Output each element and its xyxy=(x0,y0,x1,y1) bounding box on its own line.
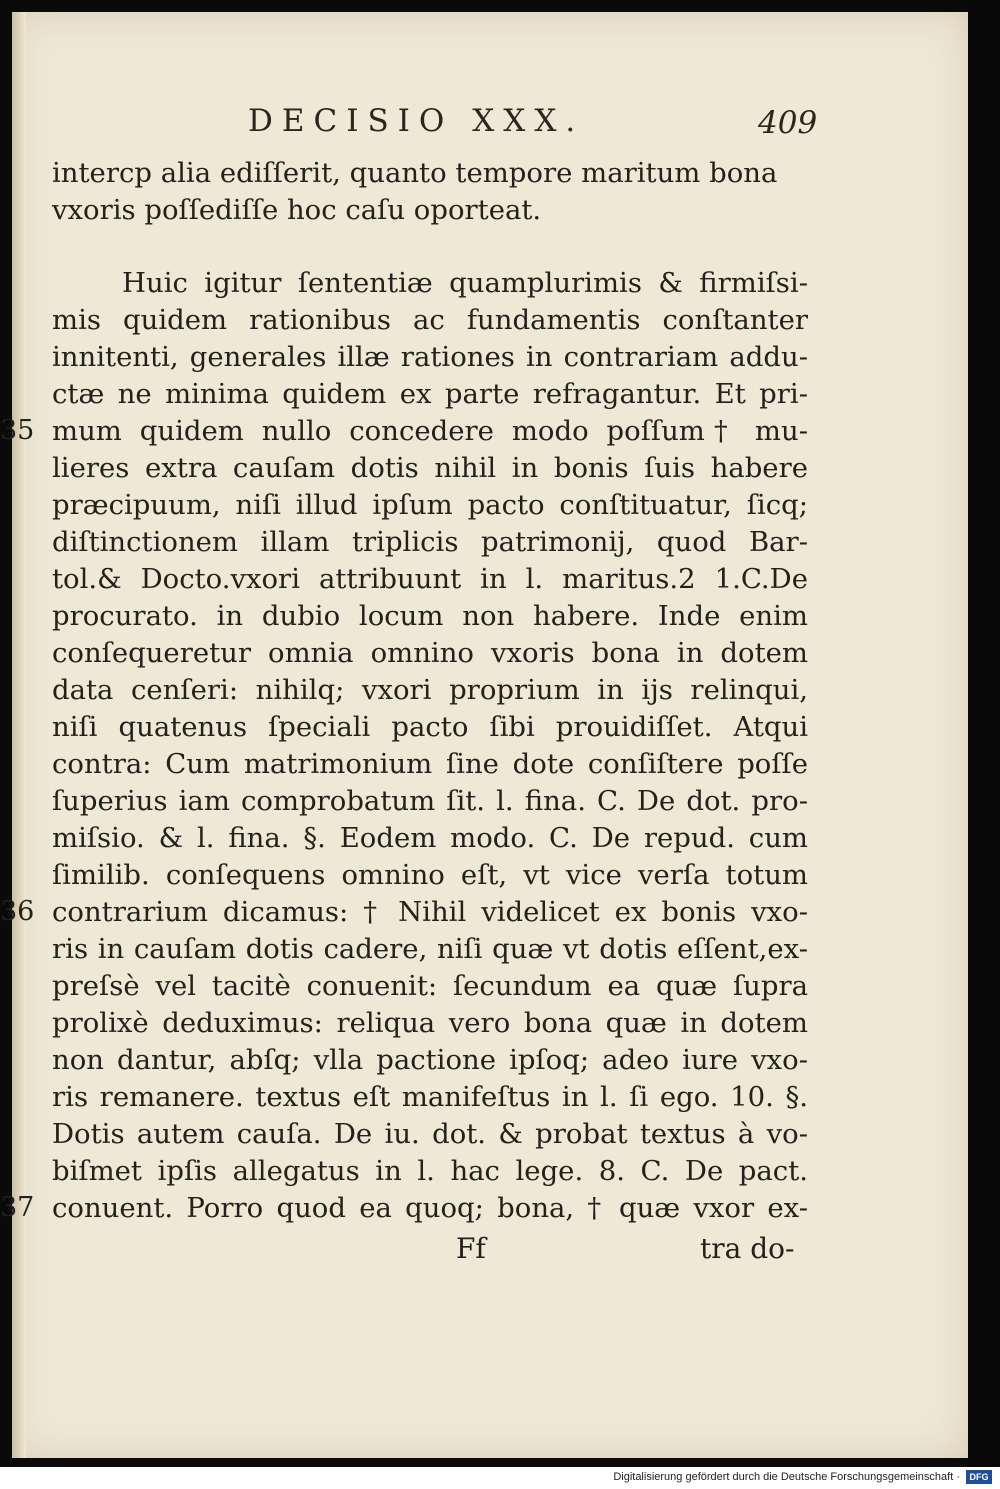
text-line: preſsè vel tacitè conuenit: ſecundum ea quæ ſupra xyxy=(52,970,808,1002)
text-line: præcipuum, niſi illud ipſum pacto conſtituatur, ſicq; xyxy=(52,489,808,521)
text-line: contra: Cum matrimonium ſine dote conſiſtere poſſe xyxy=(52,748,808,780)
text-line: ſuperius iam comprobatum ſit. l. fina. C. De dot. pro- xyxy=(52,785,808,817)
text-line: niſi quatenus ſpeciali pacto ſibi prouidiſſet. Atqui xyxy=(52,711,808,743)
text-line: procurato. in dubio locum non habere. Inde enim xyxy=(52,600,808,632)
text-line: biſmet ipſis allegatus in l. hac lege. 8. C. De pact. xyxy=(52,1155,808,1187)
digitization-credit: Digitalisierung gefördert durch die Deutsche Forschungsgemeinschaft · xyxy=(613,1471,960,1483)
marginal-number: 36 xyxy=(0,896,35,927)
page-gutter-shadow xyxy=(12,12,26,1458)
text-line: tol.& Docto.vxori attribuunt in l. maritus.2 1.C.De xyxy=(52,563,808,595)
text-line: innitenti, generales illæ rationes in contrariam addu- xyxy=(52,341,808,373)
text-line: Dotis autem cauſa. De iu. dot. & probat textus à vo- xyxy=(52,1118,808,1150)
running-title: DECISIO XXX. xyxy=(248,103,585,139)
text-line: ris remanere. textus eſt manifeſtus in l. ſi ego. 10. §. xyxy=(52,1081,808,1113)
text-line: ris in cauſam dotis cadere, niſi quæ vt dotis eſſent,ex- xyxy=(52,933,808,965)
catchword: tra do- xyxy=(700,1232,795,1265)
text-line: intercp alia ediſſerit, quanto tempore maritum bona xyxy=(52,157,778,189)
text-line: mum quidem nullo concedere modo poſſum† mu- xyxy=(52,415,808,447)
text-line: conſequeretur omnia omnino vxoris bona in dotem xyxy=(52,637,808,669)
text-line: ſimilib. conſequens omnino eſt, vt vice verſa totum xyxy=(52,859,808,891)
marginal-number: 35 xyxy=(0,415,35,446)
text-line: non dantur, abſq; vlla pactione ipſoq; adeo iure vxo- xyxy=(52,1044,808,1076)
text-line: mis quidem rationibus ac fundamentis conſtanter xyxy=(52,304,808,336)
text-line: vxoris poſſediſſe hoc caſu oporteat. xyxy=(52,194,542,226)
signature-mark: Ff xyxy=(456,1232,486,1265)
marginal-number: 37 xyxy=(0,1192,35,1223)
text-line: Huic igitur ſententiæ quamplurimis & firmiſsi- xyxy=(122,267,808,299)
scan-border-right xyxy=(968,0,1000,1467)
text-line: conuent. Porro quod ea quoq; bona, † quæ vxor ex- xyxy=(52,1192,808,1224)
text-line: miſsio. & l. fina. §. Eodem modo. C. De repud. cum xyxy=(52,822,808,854)
text-line: lieres extra cauſam dotis nihil in bonis ſuis habere xyxy=(52,452,808,484)
text-line: ctæ ne minima quidem ex parte refragantur. Et pri- xyxy=(52,378,808,410)
dfg-logo: DFG xyxy=(966,1470,992,1484)
page-number: 409 xyxy=(758,105,818,141)
text-line: diſtinctionem illam triplicis patrimonij, quod Bar- xyxy=(52,526,808,558)
text-line: contrarium dicamus: † Nihil videlicet ex bonis vxo- xyxy=(52,896,808,928)
text-line: data cenſeri: nihilq; vxori proprium in ijs relinqui, xyxy=(52,674,808,706)
text-line: prolixè deduximus: reliqua vero bona quæ in dotem xyxy=(52,1007,808,1039)
